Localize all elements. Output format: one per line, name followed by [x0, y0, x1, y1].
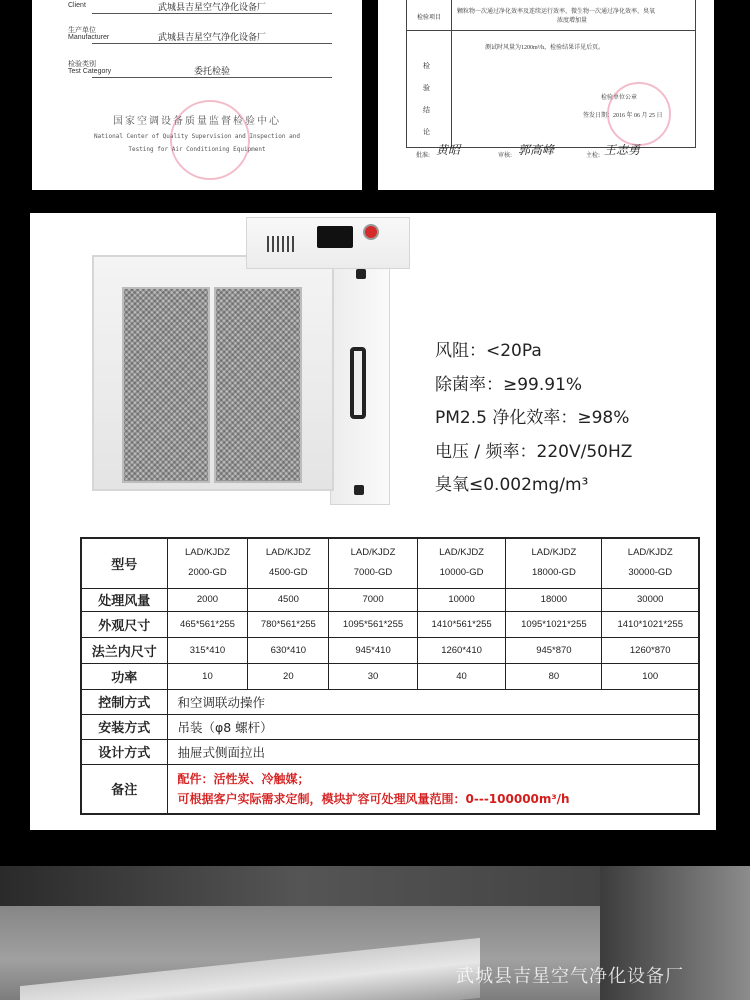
header-control: 控制方式	[81, 689, 167, 714]
conclusion-label: 检验结论	[423, 62, 430, 136]
header-flange: 法兰内尺寸	[81, 637, 167, 663]
model-line2: 30000-GD	[628, 567, 673, 579]
inspect-label: 主检:	[586, 152, 601, 159]
spec-resistance: 风阻：<20Pa	[435, 341, 542, 361]
filter-panel-right	[214, 287, 302, 483]
inspection-seal-stamp	[607, 82, 671, 146]
model-line1: LAD/KJDZ	[531, 547, 577, 559]
manufacturer-label-en: Manufacturer	[68, 34, 110, 41]
install-value: 吊装（φ8 螺杆）	[167, 714, 699, 739]
airflow-cell: 7000	[329, 588, 418, 611]
org-name-en-1: National Center of Quality Supervision and Inspection and	[94, 133, 300, 140]
header-dimensions: 外观尺寸	[81, 611, 167, 637]
review-signature: 郭高峰	[518, 143, 555, 157]
header-airflow: 处理风量	[81, 588, 167, 611]
factory-photo	[0, 866, 750, 1000]
dimensions-cell: 1095*561*255	[329, 611, 418, 637]
remarks-line-1: 配件：活性炭、冷触媒；	[177, 771, 310, 786]
control-box	[246, 217, 410, 269]
header-model: 型号	[81, 538, 167, 588]
metal-duct	[20, 938, 480, 1000]
spec-list	[435, 335, 632, 503]
official-seal-stamp	[170, 100, 250, 180]
model-line1: LAD/KJDZ	[265, 547, 311, 559]
power-button-icon	[363, 224, 379, 240]
table-row-remarks	[81, 764, 699, 814]
model-line1: LAD/KJDZ	[439, 547, 484, 559]
table-divider	[451, 0, 452, 147]
issue-date: 签发日期：2016 年 06 月 25 日	[583, 113, 663, 119]
inspection-table	[406, 0, 696, 148]
model-line2: 4500-GD	[269, 567, 308, 579]
knob-icon	[354, 485, 364, 495]
spec-pm25: PM2.5 净化效率：≥98%	[435, 408, 630, 428]
org-name-en-2: Testing for Air Conditioning Equipment	[128, 146, 266, 153]
power-cell: 10	[167, 663, 248, 689]
org-name-cn: 国家空调设备质量监督检验中心	[113, 116, 281, 127]
model-cell	[602, 538, 699, 588]
dimensions-cell: 1410*561*255	[417, 611, 506, 637]
table-row-power	[81, 663, 699, 689]
table-row-airflow	[81, 588, 699, 611]
inspection-item-text-1: 颗粒物一次通过净化效率及连续运行效率、微生物一次通过净化效率、臭氧	[457, 9, 656, 15]
spec-table	[80, 537, 700, 815]
display-screen	[317, 226, 353, 248]
flange-cell: 315*410	[167, 637, 248, 663]
model-line1: LAD/KJDZ	[350, 547, 396, 559]
client-label: Client	[68, 2, 86, 9]
certificate-left	[32, 0, 362, 190]
model-line1: LAD/KJDZ	[185, 547, 230, 559]
airflow-cell: 18000	[506, 588, 602, 611]
model-line2: 10000-GD	[439, 567, 484, 579]
table-divider	[407, 30, 695, 31]
device-frame	[92, 255, 334, 491]
test-note: 测试时风量为1200m³/h，检验结果详见后页。	[485, 45, 605, 51]
power-cell: 30	[329, 663, 418, 689]
header-install: 安装方式	[81, 714, 167, 739]
model-line2: 2000-GD	[188, 567, 227, 579]
drawer-handle	[350, 347, 366, 419]
flange-cell: 945*410	[329, 637, 418, 663]
model-cell	[167, 538, 248, 588]
header-design: 设计方式	[81, 739, 167, 764]
flange-cell: 945*870	[506, 637, 602, 663]
inspect-signature: 王志勇	[604, 143, 641, 157]
approve-label: 批准:	[416, 152, 431, 159]
table-row-design	[81, 739, 699, 764]
product-card	[30, 213, 716, 830]
certificate-right	[378, 0, 714, 190]
model-line2: 7000-GD	[353, 567, 393, 579]
remarks-value	[167, 764, 699, 814]
table-row-dimensions	[81, 611, 699, 637]
table-row-control	[81, 689, 699, 714]
header-power: 功率	[81, 663, 167, 689]
dimensions-cell: 780*561*255	[248, 611, 329, 637]
dimensions-cell: 1410*1021*255	[602, 611, 699, 637]
airflow-cell: 2000	[167, 588, 248, 611]
stamp-caption: 检验单位公章	[601, 95, 638, 101]
model-cell	[248, 538, 329, 588]
flange-cell: 1260*410	[417, 637, 506, 663]
inspection-item-label: 检验项目	[416, 14, 441, 21]
category-label-en: Test Category	[68, 68, 112, 75]
inspection-item-text-2: 浓度增加量	[557, 18, 588, 24]
power-cell: 20	[248, 663, 329, 689]
airflow-cell: 4500	[248, 588, 329, 611]
category-value: 委托检验	[92, 64, 332, 78]
spec-ozone: 臭氧≤0.002mg/m³	[435, 475, 589, 495]
manufacturer-label-cn: 生产单位	[68, 27, 96, 34]
watermark-text: 武城县吉星空气净化设备厂	[456, 966, 684, 987]
air-purifier-image	[60, 213, 420, 533]
table-row-install	[81, 714, 699, 739]
design-value: 抽屉式侧面拉出	[167, 739, 699, 764]
spec-sterilization: 除菌率：≥99.91%	[435, 374, 583, 395]
remarks-line-2: 可根据客户实际需求定制，模块扩容可处理风量范围：0---100000m³/h	[177, 791, 570, 806]
model-cell	[417, 538, 506, 588]
model-cell	[329, 538, 418, 588]
vent-grille	[267, 236, 297, 252]
flange-cell: 630*410	[248, 637, 329, 663]
control-value: 和空调联动操作	[167, 689, 699, 714]
power-cell: 80	[506, 663, 602, 689]
filter-panel-left	[122, 287, 210, 483]
airflow-cell: 30000	[602, 588, 699, 611]
dimensions-cell: 465*561*255	[167, 611, 248, 637]
knob-icon	[356, 269, 366, 279]
airflow-cell: 10000	[417, 588, 506, 611]
review-label: 审核:	[498, 152, 513, 159]
table-row-model	[81, 538, 699, 588]
model-cell	[506, 538, 602, 588]
power-cell: 40	[417, 663, 506, 689]
flange-cell: 1260*870	[602, 637, 699, 663]
client-value: 武城县吉星空气净化设备厂	[92, 0, 332, 14]
power-cell: 100	[602, 663, 699, 689]
model-line1: LAD/KJDZ	[627, 547, 673, 559]
table-row-flange	[81, 637, 699, 663]
model-line2: 18000-GD	[531, 567, 576, 579]
approve-signature: 黄昭	[436, 143, 461, 157]
dimensions-cell: 1095*1021*255	[506, 611, 602, 637]
spec-voltage: 电压 / 频率：220V/50HZ	[435, 441, 633, 462]
manufacturer-value: 武城县吉星空气净化设备厂	[92, 30, 332, 44]
category-label-cn: 检验类别	[68, 61, 96, 68]
header-remarks: 备注	[81, 764, 167, 814]
